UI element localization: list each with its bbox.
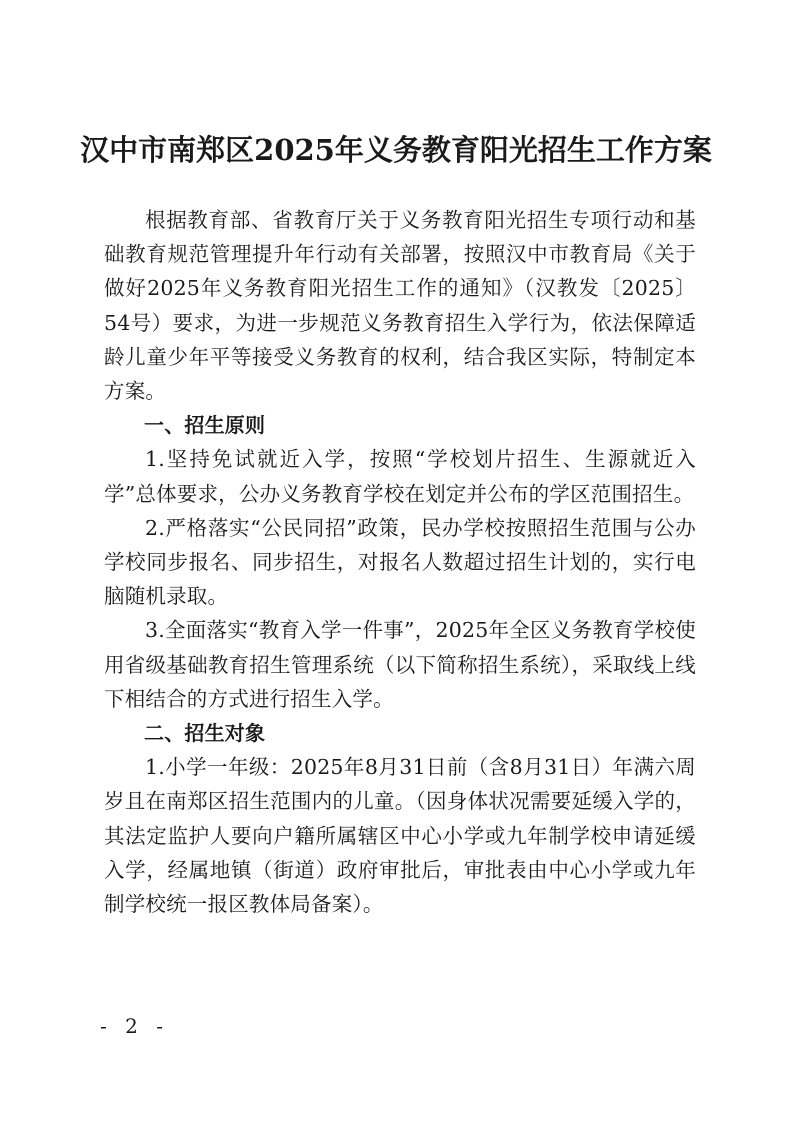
document-title: 汉中市南郑区2025年义务教育阳光招生工作方案	[80, 133, 712, 167]
principle-item-3: 3.全面落实“教育入学一件事”，2025年全区义务教育学校使用省级基础教育招生管理系统（以下简称招生系统），采取线上线下相结合的方式进行招生入学。	[104, 618, 696, 711]
target-item-1: 1.小学一年级：2025年8月31日前（含8月31日）年满六周岁且在南郑区招生范围内的儿童。（因身体状况需要延缓入学的，其法定监护人要向户籍所属辖区中心小学或九年制学校申请延缓入学，经属地镇（街道）政府审批后，审批表由中心小学或九年制学校统一报区教体局备案）。	[104, 755, 696, 917]
intro-paragraph: 根据教育部、省教育厅关于义务教育阳光招生专项行动和基础教育规范管理提升年行动有关部署，按照汉中市教育局《关于做好2025年义务教育阳光招生工作的通知》（汉教发〔2025〕54号）要求，为进一步规范义务教育招生入学行为，依法保障适龄儿童少年平等接受义务教育的权利，结合我区实际，特制定本方案。	[104, 208, 696, 404]
principle-item-2: 2.严格落实“公民同招”政策，民办学校按照招生范围与公办学校同步报名、同步招生，对报名人数超过招生计划的，实行电脑随机录取。	[104, 515, 696, 609]
section-heading-targets: 二、招生对象	[144, 721, 266, 746]
section-heading-principles: 一、招生原则	[144, 413, 266, 438]
page-number: - 2 -	[100, 1014, 169, 1038]
principle-item-1: 1.坚持免试就近入学，按照“学校划片招生、生源就近入学”总体要求，公办义务教育学校在划定并公布的学区范围招生。	[104, 447, 696, 506]
document-body	[104, 203, 696, 921]
